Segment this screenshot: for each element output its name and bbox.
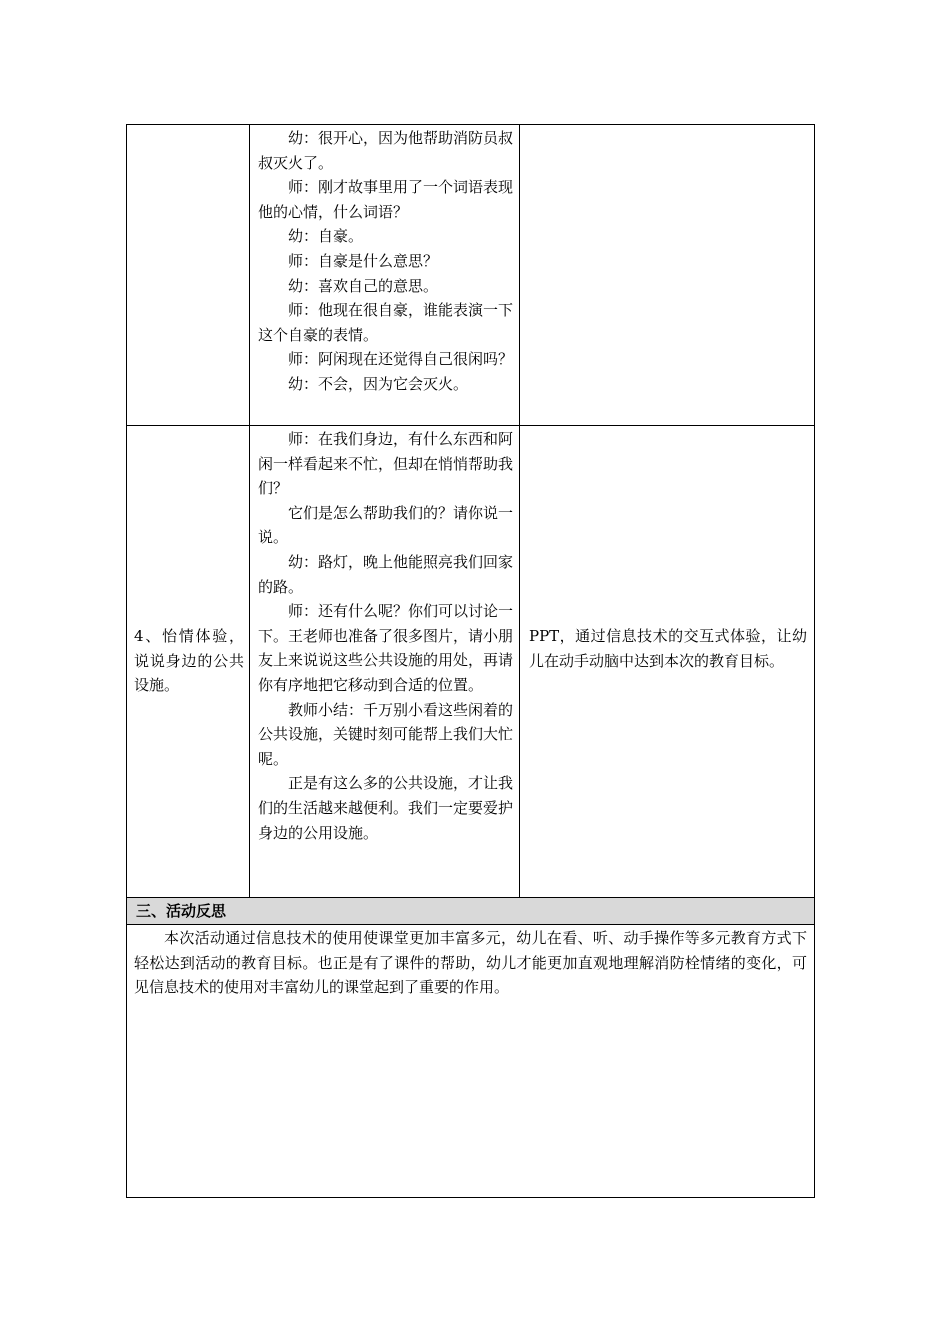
lesson-table (126, 124, 815, 1198)
design-note-cell (529, 624, 807, 673)
reflection-body: 本次活动通过信息技术的使用使课堂更加丰富多元，幼儿在看、听、动手操作等多元教育方式下轻松达到活动的教育目标。也正是有了课件的帮助，幼儿才能更加直观地理解消防栓情绪的变化，可见信息技术的使用对丰富幼儿的课堂起到了重要的作用。 (134, 929, 807, 997)
dialogue-line: 幼：路灯，晚上他能照亮我们回家的路。 (258, 552, 514, 596)
dialogue-line: 幼：很开心，因为他帮助消防员叔叔灭火了。 (258, 129, 514, 172)
dialogue-line: 教师小结：千万别小看这些闲着的公共设施，关键时刻可能帮上我们大忙呢。 (258, 700, 514, 768)
reflection-body-cell (134, 926, 807, 1000)
dialogue-line: 幼：不会，因为它会灭火。 (288, 374, 469, 393)
dialogue-line: 它们是怎么帮助我们的？请你说一说。 (258, 503, 514, 547)
dialogue-line: 幼：喜欢自己的意思。 (288, 276, 439, 295)
dialogue-line: 师：自豪是什么意思？ (288, 251, 439, 270)
dialogue-line: 师：阿闲现在还觉得自己很闲吗？ (288, 350, 514, 369)
row-divider-3 (127, 924, 814, 925)
dialogue-line: 师：在我们身边，有什么东西和阿闲一样看起来不忙，但却在悄悄帮助我们？ (258, 430, 514, 498)
step-label-cell (134, 624, 244, 698)
row2-dialogue-cell (258, 427, 513, 845)
column-divider-2 (519, 125, 520, 898)
reflection-heading: 三、活动反思 (136, 902, 227, 920)
dialogue-line: 师：刚才故事里用了一个词语表现他的心情，什么词语？ (258, 178, 514, 221)
column-divider-1 (249, 125, 250, 898)
row-divider-1 (127, 425, 814, 426)
dialogue-line: 师：他现在很自豪，谁能表演一下这个自豪的表情。 (258, 301, 514, 344)
step-label: 4、怡情体验，说说身边的公共设施。 (134, 627, 244, 695)
reflection-header-bar (127, 898, 814, 924)
row1-dialogue-cell (258, 126, 513, 397)
dialogue-line: 幼：自豪。 (288, 227, 364, 246)
design-note: PPT，通过信息技术的交互式体验，让幼儿在动手动脑中达到本次的教育目标。 (529, 627, 807, 670)
dialogue-line: 师：还有什么呢？你们可以讨论一下。王老师也准备了很多图片，请小朋友上来说说这些公共设施的用处，再请你有序地把它移动到合适的位置。 (258, 602, 514, 694)
dialogue-line: 正是有这么多的公共设施，才让我们的生活越来越便利。我们一定要爱护身边的公用设施。 (258, 774, 514, 842)
